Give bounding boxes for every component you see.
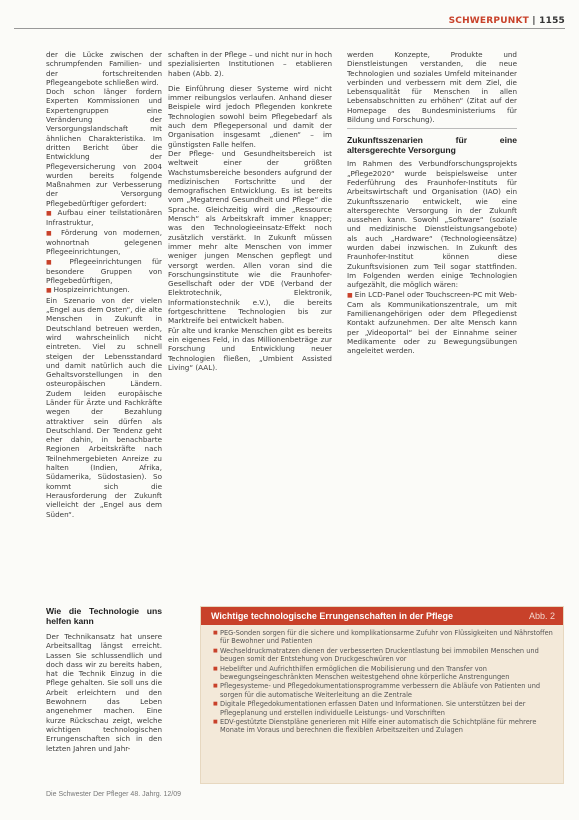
list-item: ■ Hebelifter und Aufrichthilfen ermöglichen die Mobilisierung und den Transfer von bewegungseingeschränkten Menschen weitestgehend ohne körperliche Anstrengungen xyxy=(213,665,553,682)
figure-tag: Abb. 2 xyxy=(528,611,555,621)
list-item: ■ Pflegesysteme- und Pflegedokumentationsprogramme verbessern die Abläufe von Patienten und sorgen für die automatische Weiterleitung an die Zentrale xyxy=(213,682,553,699)
list-item: ■ Digitale Pflegedokumentationen erfassen Daten und Informationen. Sie unterstützen bei der Pflegeplanung und erstellen individuelle Leistungs- und Vorschriften xyxy=(213,700,553,717)
header-separator: | xyxy=(532,16,536,26)
lower-body: Der Technikansatz hat unsere Arbeitsalltag längst erreicht. Lassen Sie schlussendlich und doch dass wir zu bereits haben, hat die Technik Einzug in die Pflege gehalten. Sie soll uns die Arbeit erleichtern und den Bewohnern das Leben angenehmer machen. Eine kurze Rückschau zeigt, welche wichtigen technologischen Errungenschaften sich in den letzten Jahren und Jahr- xyxy=(46,632,162,753)
col2-body4: Für alte und kranke Menschen gibt es bereits ein eigenes Feld, in das Millionenbeträge zur Forschung und Entwicklung neuer Technologien fließen, „Umbient Assisted Living“ (AAL). xyxy=(168,325,332,372)
info-box xyxy=(200,606,564,784)
col1-bullet: ■ Förderung von modernen, wohnortnah gelegenen Pflegeeinrichtungen, xyxy=(46,228,162,257)
col1-bullet: ■ Hospizeinrichtungen. xyxy=(46,285,162,295)
col1-bullet: ■ Aufbau einer teilstationären Infrastruktur, xyxy=(46,208,162,228)
column-2 xyxy=(168,50,332,595)
col1-intro: der die Lücke zwischen der schrumpfenden Familien- und der fortschreitenden Pflegeangebote schließen wird. xyxy=(46,50,162,87)
info-box-list xyxy=(201,625,563,735)
running-header xyxy=(449,16,565,26)
col1-body2: Ein Szenario von der vielen „Engel aus dem Osten“, die alte Menschen in Zukunft in Deutschland betreuen werden, wird wahrscheinlich nicht eintreten. Viel zu schnell steigen der Lebensstandard und damit natürlich auch die Gehaltsvorstellungen in den osteuropäischen Ländern. Zudem leiden europäische Länder für Ärzte und Fachkräfte wegen der Bezahlung attraktiver sein dürfen als Deutschland. Der Tendenz geht eher dahin, in benachbarte Regionen Arbeitskräfte nach Teilnehmergebieten Anreize zu halten (Indien, Afrika, Südamerika, Südostasien). So kommt sich die Herausforderung der Zukunft vielleicht der „Engel aus dem Süden“. xyxy=(46,295,162,519)
header-rule xyxy=(14,28,565,29)
col3-heading: Zukunftsszenarien für eine altersgerechte Versorgung xyxy=(347,135,517,156)
column-1 xyxy=(46,50,162,595)
col3-body: werden Konzepte, Produkte und Dienstleistungen verstanden, die neue Technologien und soziales Umfeld miteinander verbinden und verbessern mit dem Ziel, die Lebensqualität für Menschen in allen Lebensabschnitten zu erhöhen“ (Zitat auf der Homepage des Bundesministeriums für Bildung und Forschung). xyxy=(347,50,517,125)
col2-body3: Der Pflege- und Gesundheitsbereich ist weltweit einer der größten Wachstumsbereiche besonders aufgrund der medizinischen Fortschritte und der demografischen Entwicklung. Es ist bereits vom „Megatrend Gesundheit und Pflege“ die Sprache. Gleichzeitig wird die „Ressource Mensch“ als Arbeitskraft immer knapper; was den Technologieeinsatz-Effekt noch zusätzlich verstärkt. In Zukunft müssen immer mehr alte Menschen von immer weniger jungen Menschen gepflegt und versorgt werden. Allen voran sind die Forschungsinstitute wie die Fraunhofer-Gesellschaft oder der VDE (Verband der Elektrotechnik, Elektronik, Informationstechnik e.V.), die bereits fortgeschrittene Technologien bis zur Marktreife bei entwickelt haben. xyxy=(168,148,332,326)
col3-body2: Im Rahmen des Verbundforschungsprojekts „Pflege2020“ wurde beispielsweise unter Federführung des Fraunhofer-Instituts für Arbeitswirtschaft und Organisation (IAO) ein Zukunftsszenario entwickelt, wie eine altersgerechte Versorgung in der Zukunft aussehen kann. Sowohl „Software“ (soziale und medizinische Dienstleistungsangebote) als auch „Hardware“ (Technologieensätze) wurden dabei inzwischen. In Zukunft des Fraunhofer-Institut können diese Zukunftsvisionen zum Teil sogar stattfinden. Im Folgenden werden einige Technologien aufgezählt, die möglich wären: xyxy=(347,159,517,290)
col1-bullet: ■ Pflegeeinrichtungen für besondere Gruppen von Pflegebedürftigen, xyxy=(46,257,162,286)
list-item: ■ PEG-Sonden sorgen für die sichere und komplikationsarme Zufuhr von Flüssigkeiten und Nährstoffen für Bewohner und Patienten xyxy=(213,629,553,646)
lower-heading: Wie die Technologie uns helfen kann xyxy=(46,606,162,626)
lower-left-section xyxy=(46,606,162,753)
col2-body2: Die Einführung dieser Systeme wird nicht immer reibungslos verlaufen. Anhand dieser Beispiele wird jedoch Pflegenden konkrete Technologien sowohl beim Pflegebedarf als auch dem Pflegepersonal und damit der Organisation insgesamt „dienen“ – im günstigsten Falle helfen. xyxy=(168,83,332,149)
column-3 xyxy=(347,50,517,595)
list-item: ■ Wechseldruckmatratzen dienen der verbesserten Druckentlastung bei immobilen Menschen und beugen somit der Entstehung von Druckgeschwüren vor xyxy=(213,647,553,664)
col1-body: Doch schon länger fordern Experten Kommissionen und Expertengruppen eine Veränderung der Versorgungslandschaft mit ähnlichen Charakteristika. Im dritten Bericht über die Entwicklung der Pflegeversicherung von 2004 wurden bereits folgende Maßnahmen zur Verbesserung der Versorgung Pflegebedürftiger gefordert: xyxy=(46,87,162,208)
header-section: SCHWERPUNKT xyxy=(448,16,529,26)
section-divider xyxy=(347,128,517,129)
header-page: 1155 xyxy=(539,16,565,26)
list-item: ■ EDV-gestützte Dienstpläne generieren mit Hilfe einer automatisch die Schichtpläne für mehrere Monate im Voraus und berechnen die flexiblen Arbeitszeiten und Zulagen xyxy=(213,718,553,735)
col3-bullet: ■ Ein LCD-Panel oder Touchscreen-PC mit Web-Cam als Kommunikationszentrale, um mit Familienangehörigen oder dem Pflegedienst Kontakt aufzunehmen. Der alte Mensch kann per „Videoportal“ bei der Einnahme seiner Medikamente oder zu Bewegungsübungen angeleitet werden. xyxy=(347,290,517,356)
page-footer: Die Schwester Der Pfleger 48. Jahrg. 12/09 xyxy=(46,791,182,798)
info-box-header xyxy=(201,607,563,625)
info-box-title: Wichtige technologische Errungenschaften in der Pflege xyxy=(211,611,453,621)
col2-body: schaften in der Pflege – und nicht nur in hoch spezialisierten Institutionen – etablieren haben (Abb. 2). xyxy=(168,50,332,78)
